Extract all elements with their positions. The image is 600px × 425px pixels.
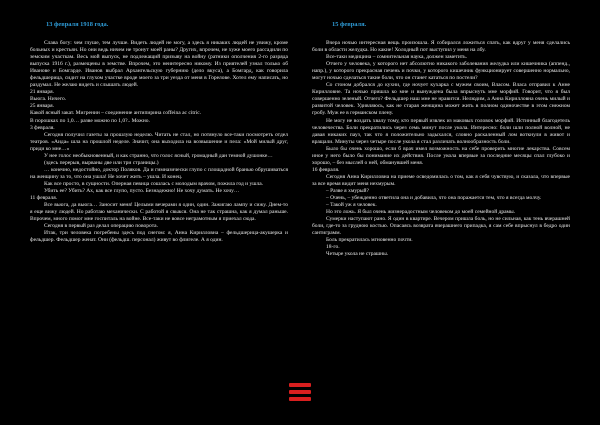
logo-bar [289, 397, 311, 401]
paragraph: Но это ложь. Я был очень жизнерадостным человеком до моей семейной драмы. [326, 209, 516, 216]
dialogue-line: – Такой уж я человек. [326, 202, 377, 209]
dialogue-line: – Очень, – убежденно ответила она и добавила, что она поражается тем, что я всегда молчу. [326, 195, 542, 202]
date-line: 3 февраля. [30, 124, 55, 131]
paragraph: Сегодня в первый раз делал операцию поворота. [44, 223, 158, 230]
paragraph: Не могу не воздать хвалу тому, кто первый извлек из маковых головок морфий. Истинный благодетель человечества. Боли прекратились через семь минут после укола. Интересно: боли шли полной волной, не давая никаких пауз, так что я положительно задыхался, словно раскаленный лом воткнули в живот и вращали. Минуты через четыре после укола я стал различать волнообразность боли. [312, 117, 570, 145]
left-page-body [30, 40, 288, 244]
paragraph: Со стоном добрался до кухни, где ночует кухарка с мужем своим, Власом. Власа отправил к Анне Кирилловне. Та ночью пришла ко мне и вынуждена была впрыснуть мне морфий. Говорит, что я был совершенно зеленый. Отчего? Фельдшер наш мне не нравится. Нелюдим, а Анна Кирилловна очень милый и развитой человек. Удивляюсь, как не старая женщина может жить в полном одиночестве в этом снежном гробу. Муж ее в германском плену. [312, 82, 570, 117]
paragraph: Боль прекратилась мгновенно почти. [326, 237, 413, 244]
right-page [304, 0, 600, 425]
paragraph: Вчера ночью интересная вещь произошла. Я собирался ложиться спать, как вдруг у меня сделались боли в области желудка. Но какие! Холодный пот выступил у меня на лбу. [312, 40, 570, 54]
date-line: 18-го. [326, 244, 340, 251]
date-line: 25 января. [30, 103, 54, 110]
paragraph: Итак, три человека погребены здесь под снегом: я, Анна Кирилловна – фельдшерица-акушерка и фельдшер. Фельдшер женат. Они (фельдш. персонал) живут во флигеле. А я один. [30, 230, 288, 244]
left-page-heading: 13 февраля 1918 года. [46, 21, 109, 28]
stacked-bars-logo-icon [289, 383, 311, 409]
dialogue-line: – Разве я хмурый? [326, 187, 369, 194]
paragraph: У нее голос необыкновенный, и как странно, что голос ясный, громадный дан темной душонке… [44, 152, 273, 159]
paragraph: Слава богу: чем глуше, тем лучше. Видеть людей не могу, а здесь я никаких людей не увижу, кроме больных и крестьян. Но они ведь ничем не тронут моей раны? Других, впрочем, не хуже моего рассадили по земским участкам. Весь мой выпуск, не подлежащий призыву на войну (ратники ополчения 2-го разряда выпуска 1916 г.), размещены в земстве. Впрочем, это неинтересно никому. Из приятелей узнал только об Иванове и Бомгарде. Иванов выбрал Архангельскую губернию (дело вкуса), а Бомгард, как говорила фельдшерица, сидит на глухом участке вроде моего за три уезда от меня в Горелове. Хотел ему написать, но раздумал. Не желаю видеть и слышать людей. [30, 40, 288, 89]
date-line: 11 февраля. [30, 195, 58, 202]
paragraph: … конечно, недостойно, доктор Поляков. Да и гимназически глупо с площадной бранью обрушиваться на женщину за то, что она ушла! Не хочет жить – ушла. И конец. [30, 166, 288, 180]
paragraph: Сегодня получил газеты за прошлую неделю. Читать не стал, но потянуло все-таки посмотреть отдел театров. «Аида» шла на прошлой неделе. Значит, она выходила на возвышение и пела: «Мой милый друг, приди ко мне…» [30, 131, 288, 152]
paragraph: (здесь перерыв, вырваны две или три страницы.) [44, 159, 159, 166]
paragraph: Все вьюга, да вьюга… Заносит меня! Целыми вечерами я один, один. Зажигаю лампу и сижу. Днем-то я еще вижу людей. Но работаю механически. С работой я свыкся. Она не так страшна, как я думал раньше. Впрочем, много помог мне госпиталь на войне. Все-таки не вовсе неграмотным я приехал сюда. [30, 202, 288, 223]
right-page-heading: 15 февраля. [332, 21, 367, 28]
paragraph: Какой ясный закат. Мигренин – соединение антипирина coffeina ac citric. [30, 110, 202, 117]
paragraph: Сегодня Анна Кирилловна на приеме осведомилась о том, как я себя чувствую, и сказала, что впервые за все время видит меня нехмурым. [312, 173, 570, 187]
date-line: 16 февраля. [312, 166, 340, 173]
paragraph: Четыре укола не страшны. [326, 251, 389, 258]
logo-bar [289, 390, 311, 394]
right-page-body [312, 40, 570, 258]
paragraph: Все-таки медицина – сомнительная наука, должен заметить. [326, 54, 468, 61]
paragraph: В порошках по 1,0… разве можно по 1,0?.. Можно. [30, 117, 150, 124]
paragraph: Убить ее? Убить? Ах, как все глупо, пусто. Безнадежно! Не хочу думать. Не хочу… [44, 187, 240, 194]
logo-bar [289, 383, 311, 387]
paragraph: Сумерки наступают рано. Я один в квартире. Вечером пришла боль, но не сильная, как тень вчерашней боли, где-то за грудною костью. Опасаясь возврата вчерашнего припадка, я сам себе впрыснул в бедро один сантиграмм. [312, 216, 570, 237]
paragraph: Вьюга. Ничего. [30, 96, 67, 103]
left-page [0, 0, 296, 425]
paragraph: Как все просто, в сущности. Оперная певица сошлась с молодым врачом, пожила год и ушла. [44, 180, 264, 187]
paragraph: Было бы очень хорошо, если б врач имел возможность на себе проверить многие лекарства. Совсем иное у него было бы понимание их действия. После укола впервые за последние месяцы спал глубоко и хорошо, – без мыслей о ней, обманувшей меня. [312, 145, 570, 166]
paragraph: Отчего у человека, у которого нет абсолютно никакого заболевания желудка или кишечника (аппенд., напр.), у которого прекрасная печень и почки, у которого кишечник функционирует совершенно нормально, могут ночью сделаться такие боли, что он станет кататься по постели? [312, 61, 570, 82]
date-line: 21 января. [30, 89, 54, 96]
